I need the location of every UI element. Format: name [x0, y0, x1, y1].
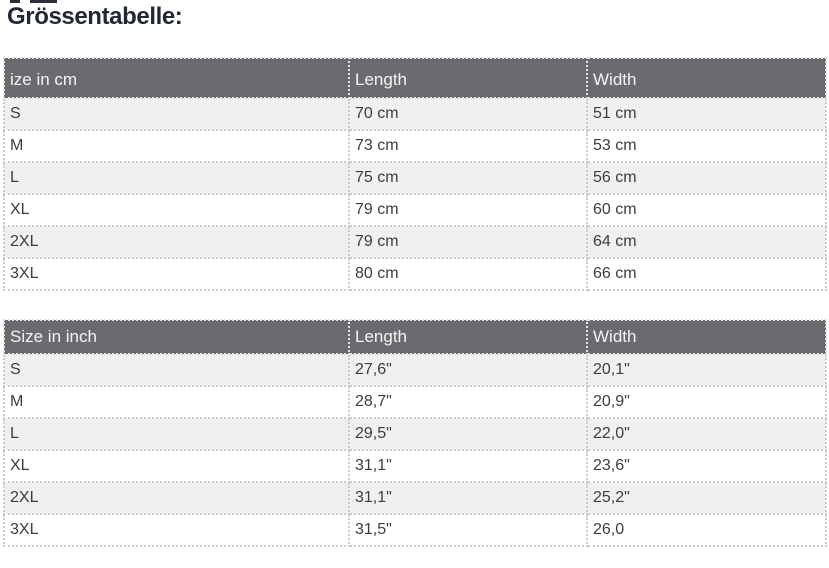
table-row: [4, 162, 826, 194]
measurement-cell: 64 cm: [587, 226, 826, 258]
size-label-cell: XL: [4, 194, 349, 226]
size-label-cell: XL: [4, 450, 349, 482]
size-label-cell: L: [4, 418, 349, 450]
size-table-inch: [3, 319, 827, 547]
header-cell: Size in inch: [4, 320, 349, 354]
table-row: [4, 194, 826, 226]
size-label-cell: 2XL: [4, 226, 349, 258]
measurement-cell: 60 cm: [587, 194, 826, 226]
measurement-cell: 51 cm: [587, 98, 826, 130]
measurement-cell: 25,2": [587, 482, 826, 514]
measurement-cell: 79 cm: [349, 226, 587, 258]
header-cell: Width: [587, 58, 826, 98]
table-row: [4, 514, 826, 546]
table-row: [4, 450, 826, 482]
measurement-cell: 56 cm: [587, 162, 826, 194]
size-table-cm: [3, 57, 827, 291]
page-title: Grössentabelle:: [7, 3, 183, 30]
measurement-cell: 26,0: [587, 514, 826, 546]
measurement-cell: 66 cm: [587, 258, 826, 290]
table-row: [4, 386, 826, 418]
size-label-cell: 2XL: [4, 482, 349, 514]
measurement-cell: 73 cm: [349, 130, 587, 162]
table-header-row: [4, 58, 826, 98]
size-label-cell: 3XL: [4, 514, 349, 546]
measurement-cell: 27,6": [349, 354, 587, 386]
measurement-cell: 31,1": [349, 450, 587, 482]
measurement-cell: 75 cm: [349, 162, 587, 194]
measurement-cell: 28,7": [349, 386, 587, 418]
header-cell: Width: [587, 320, 826, 354]
measurement-cell: 20,1": [587, 354, 826, 386]
measurement-cell: 79 cm: [349, 194, 587, 226]
table-header-row: [4, 320, 826, 354]
measurement-cell: 29,5": [349, 418, 587, 450]
table-row: [4, 226, 826, 258]
size-label-cell: S: [4, 98, 349, 130]
measurement-cell: 20,9": [587, 386, 826, 418]
table-row: [4, 98, 826, 130]
header-cell: Length: [349, 58, 587, 98]
table-row: [4, 258, 826, 290]
measurement-cell: 70 cm: [349, 98, 587, 130]
table-row: [4, 482, 826, 514]
header-cell: Length: [349, 320, 587, 354]
measurement-cell: 23,6": [587, 450, 826, 482]
measurement-cell: 31,1": [349, 482, 587, 514]
measurement-cell: 53 cm: [587, 130, 826, 162]
size-label-cell: M: [4, 130, 349, 162]
measurement-cell: 80 cm: [349, 258, 587, 290]
table-row: [4, 354, 826, 386]
size-label-cell: S: [4, 354, 349, 386]
measurement-cell: 22,0": [587, 418, 826, 450]
measurement-cell: 31,5": [349, 514, 587, 546]
size-label-cell: L: [4, 162, 349, 194]
table-row: [4, 418, 826, 450]
size-label-cell: M: [4, 386, 349, 418]
header-cell: ize in cm: [4, 58, 349, 98]
table-row: [4, 130, 826, 162]
size-label-cell: 3XL: [4, 258, 349, 290]
